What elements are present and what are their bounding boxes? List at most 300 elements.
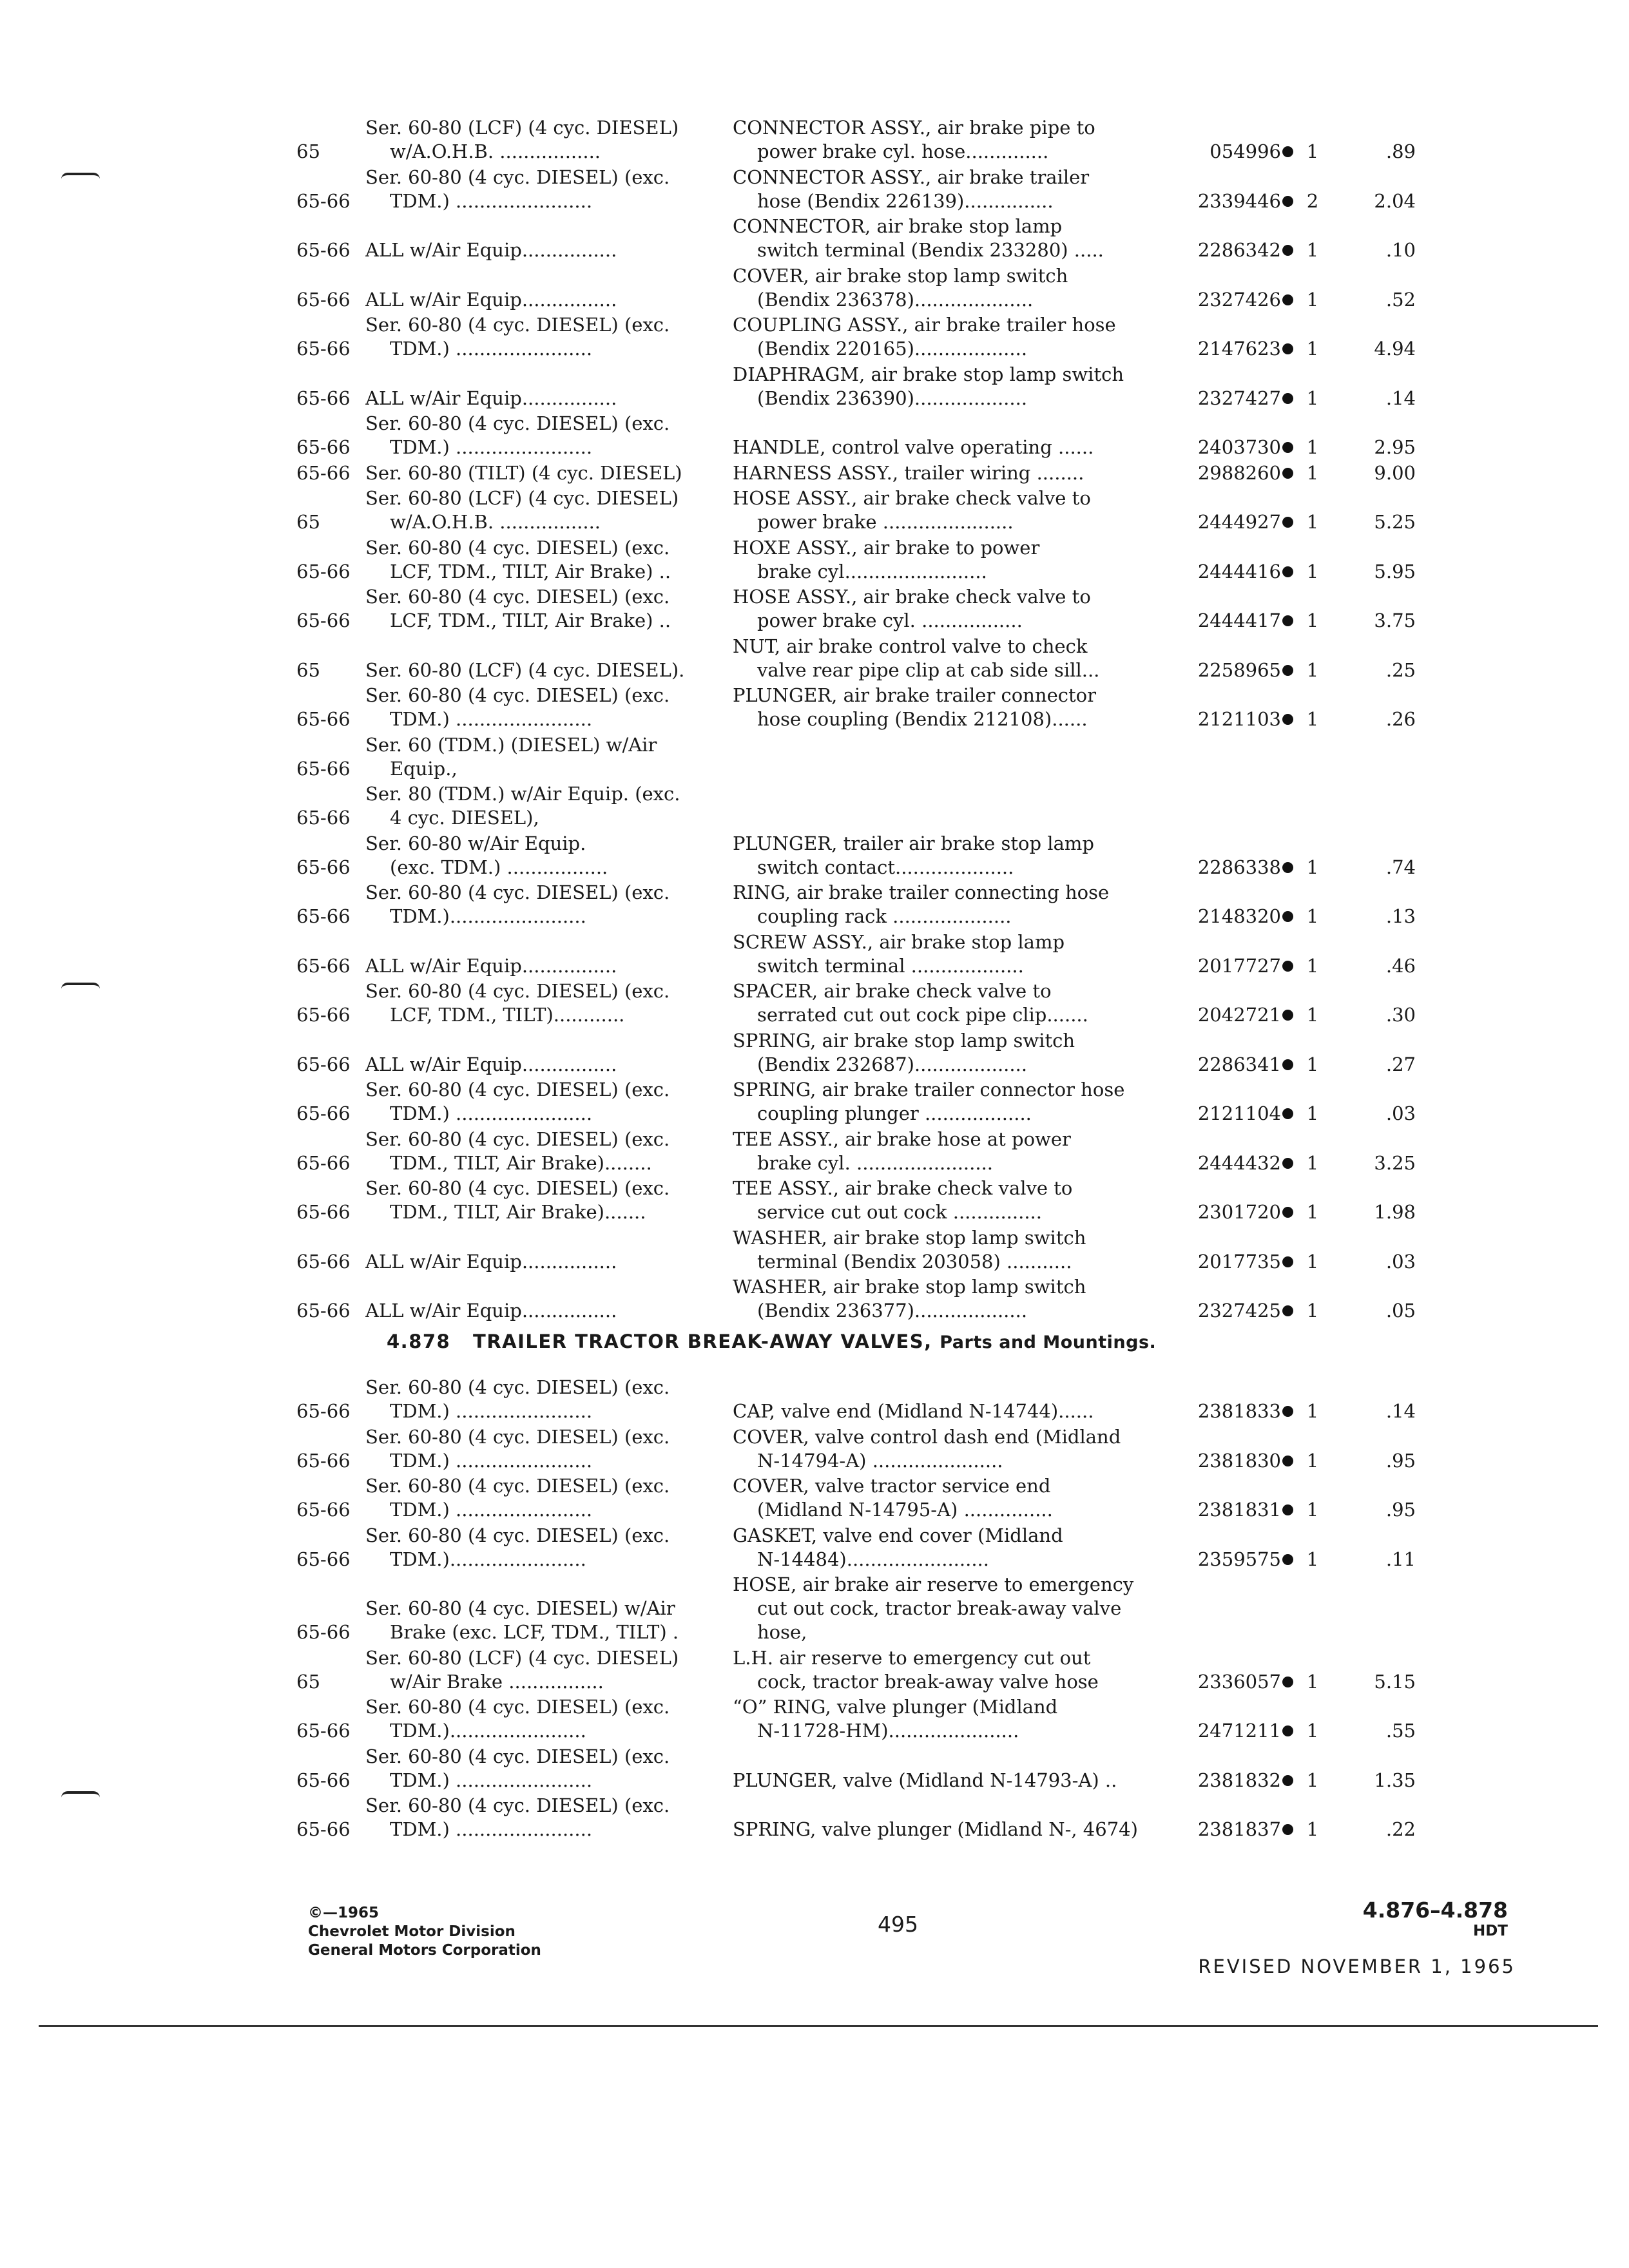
margin-mark	[61, 983, 100, 989]
model-line: LCF, TDM., TILT)............	[390, 1004, 625, 1026]
model-cell	[364, 1053, 726, 1077]
model-line: TDM.) .......................	[390, 1499, 593, 1521]
model-line: w/A.O.H.B. .................	[390, 511, 601, 533]
model-cell	[364, 832, 726, 879]
table-row	[296, 635, 1521, 682]
bullet-icon	[1282, 1305, 1293, 1316]
model-cell	[364, 313, 726, 361]
parts-table-top	[296, 116, 1521, 1323]
part-number: 2444416	[1197, 560, 1281, 582]
description-line: SPRING, air brake trailer connector hose	[733, 1079, 1125, 1100]
bullet-icon	[1282, 517, 1293, 528]
model-line: TDM.) .......................	[390, 708, 593, 730]
part-number: 2444927	[1197, 511, 1281, 533]
table-row	[296, 585, 1521, 633]
description-cell	[733, 1078, 1177, 1126]
description-line: brake cyl........................	[757, 560, 987, 582]
description-line: HOSE ASSY., air brake check valve to	[733, 586, 1091, 608]
year-cell: 65-66	[296, 1818, 351, 1840]
table-row	[296, 166, 1521, 213]
model-line: Equip.,	[390, 757, 458, 780]
description-line: CONNECTOR ASSY., air brake pipe to	[733, 117, 1095, 139]
year-cell: 65-66	[296, 1300, 351, 1321]
year-cell: 65-66	[296, 338, 351, 360]
description-cell	[733, 1646, 1177, 1694]
model-line: Ser. 60-80 (4 cyc. DIESEL) (exc.	[365, 314, 670, 336]
model-line: Ser. 60-80 (4 cyc. DIESEL) (exc.	[365, 1794, 670, 1816]
bullet-icon	[1282, 393, 1293, 404]
bullet-icon	[1282, 566, 1293, 577]
part-number: 2381837	[1197, 1818, 1281, 1840]
part-number: 2381832	[1197, 1769, 1281, 1791]
table-row	[296, 1425, 1521, 1473]
part-number: 2336057	[1197, 1670, 1281, 1693]
model-line: Ser. 60 (TDM.) (DIESEL) w/Air	[365, 733, 657, 756]
price-cell: .46	[1385, 954, 1416, 977]
description-line: “O” RING, valve plunger (Midland	[733, 1696, 1058, 1718]
table-row	[296, 1226, 1521, 1274]
model-line: ALL w/Air Equip................	[365, 1300, 617, 1321]
price-cell: 2.95	[1374, 436, 1416, 458]
bullet-icon	[1282, 1677, 1293, 1687]
quantity-cell: 1	[1306, 1201, 1319, 1223]
model-cell	[364, 486, 726, 534]
model-line: Ser. 60-80 (4 cyc. DIESEL) (exc.	[365, 586, 670, 608]
year-cell: 65-66	[296, 954, 351, 977]
division-line: Chevrolet Motor Division	[308, 1923, 516, 1940]
model-line: ALL w/Air Equip................	[365, 1250, 617, 1273]
model-line: w/Air Brake ................	[390, 1670, 604, 1693]
part-number-cell	[1177, 856, 1293, 879]
part-number: 2327427	[1197, 387, 1281, 409]
model-line: (exc. TDM.) .................	[390, 856, 608, 878]
part-number-cell	[1177, 1769, 1293, 1792]
bullet-icon	[1282, 468, 1293, 479]
year-cell: 65-66	[296, 1769, 351, 1791]
part-number: 2403730	[1197, 436, 1281, 458]
model-line: Ser. 60-80 (LCF) (4 cyc. DIESEL)	[365, 487, 679, 509]
table-row	[296, 313, 1521, 361]
description-line: power brake cyl. hose..............	[757, 140, 1049, 162]
year-cell: 65-66	[296, 1400, 351, 1422]
year-cell: 65	[296, 658, 320, 681]
year-cell: 65-66	[296, 757, 351, 780]
year-cell: 65-66	[296, 387, 351, 409]
bullet-icon	[1282, 714, 1293, 725]
table-row	[296, 1745, 1521, 1792]
bullet-icon	[1282, 961, 1293, 972]
part-number: 054996	[1210, 140, 1281, 162]
year-cell: 65	[296, 1670, 320, 1693]
year-cell: 65	[296, 511, 320, 533]
table-row	[296, 536, 1521, 584]
price-cell: .14	[1385, 387, 1416, 409]
section-range: 4.876–4.878	[1362, 1898, 1508, 1923]
model-line: w/A.O.H.B. .................	[390, 140, 601, 162]
parts-table-bottom	[296, 1376, 1521, 1841]
table-row	[296, 1573, 1521, 1644]
description-cell	[733, 1769, 1177, 1792]
description-line: HOSE ASSY., air brake check valve to	[733, 487, 1091, 509]
description-line: SPRING, air brake stop lamp switch	[733, 1029, 1075, 1052]
model-cell	[364, 412, 726, 459]
part-number-cell	[1177, 1151, 1293, 1175]
description-line: RING, air brake trailer connecting hose	[733, 881, 1110, 903]
part-number: 2148320	[1197, 905, 1281, 927]
description-cell	[733, 1573, 1177, 1644]
part-number: 2988260	[1197, 461, 1281, 484]
bullet-icon	[1282, 146, 1293, 157]
part-number: 2017727	[1197, 954, 1281, 977]
bullet-icon	[1282, 1059, 1293, 1070]
part-number-cell	[1177, 461, 1293, 485]
price-cell: .27	[1385, 1053, 1416, 1075]
price-cell: 4.94	[1374, 338, 1416, 360]
table-row	[296, 1128, 1521, 1175]
description-cell	[733, 832, 1177, 879]
bullet-icon	[1282, 911, 1293, 922]
model-cell	[364, 1299, 726, 1323]
description-cell	[733, 264, 1177, 312]
table-row	[296, 1275, 1521, 1323]
bullet-icon	[1282, 1010, 1293, 1021]
quantity-cell: 1	[1306, 905, 1319, 927]
quantity-cell: 1	[1306, 708, 1319, 730]
part-number-cell	[1177, 288, 1293, 312]
quantity-cell: 1	[1306, 511, 1319, 533]
description-line: brake cyl. .......................	[757, 1151, 994, 1174]
description-cell	[733, 1177, 1177, 1224]
description-line: coupling plunger ..................	[757, 1102, 1032, 1124]
year-cell: 65-66	[296, 1201, 351, 1223]
table-row	[296, 1524, 1521, 1571]
model-line: Ser. 60-80 (4 cyc. DIESEL) w/Air	[365, 1597, 675, 1619]
quantity-cell: 1	[1306, 1053, 1319, 1075]
quantity-cell: 1	[1306, 1151, 1319, 1174]
part-number: 2301720	[1197, 1201, 1281, 1223]
bullet-icon	[1282, 294, 1293, 305]
bullet-icon	[1282, 343, 1293, 354]
description-line: HANDLE, control valve operating ......	[733, 436, 1094, 458]
part-number-cell	[1177, 560, 1293, 584]
description-line: (Bendix 236390)...................	[757, 387, 1028, 409]
description-line: COVER, valve control dash end (Midland	[733, 1425, 1121, 1448]
part-number-cell	[1177, 1053, 1293, 1077]
model-cell	[364, 782, 726, 830]
part-number: 2359575	[1197, 1548, 1281, 1570]
part-number: 2381833	[1197, 1400, 1281, 1422]
section-title: TRAILER TRACTOR BREAK-AWAY VALVES,	[473, 1331, 932, 1352]
page-number: 495	[878, 1912, 918, 1937]
part-number-cell	[1177, 1399, 1293, 1423]
price-cell: 1.98	[1374, 1201, 1416, 1223]
table-row	[296, 1646, 1521, 1694]
description-cell	[733, 536, 1177, 584]
description-line: HOXE ASSY., air brake to power	[733, 536, 1040, 559]
model-cell	[364, 536, 726, 584]
model-cell	[364, 658, 726, 682]
quantity-cell: 1	[1306, 1548, 1319, 1570]
quantity-cell: 1	[1306, 140, 1319, 162]
margin-mark	[61, 173, 100, 179]
model-line: TDM.) .......................	[390, 338, 593, 360]
description-cell	[733, 363, 1177, 410]
model-line: TDM.) .......................	[390, 1102, 593, 1124]
description-line: switch contact....................	[757, 856, 1014, 878]
description-line: PLUNGER, valve (Midland N-14793-A) ..	[733, 1769, 1117, 1791]
description-cell	[733, 1695, 1177, 1743]
model-line: TDM.) .......................	[390, 1400, 593, 1422]
margin-mark	[61, 1791, 100, 1798]
description-line: TEE ASSY., air brake check valve to	[733, 1177, 1073, 1199]
price-cell: 2.04	[1374, 189, 1416, 212]
part-number-cell	[1177, 1250, 1293, 1274]
price-cell: 5.95	[1374, 560, 1416, 582]
model-line: 4 cyc. DIESEL),	[390, 807, 539, 829]
model-line: TDM.) .......................	[390, 436, 593, 458]
footer-section	[1363, 1898, 1508, 1939]
part-number: 2327426	[1197, 288, 1281, 311]
description-cell	[733, 1399, 1177, 1423]
part-number-cell	[1177, 1299, 1293, 1323]
bullet-icon	[1282, 1824, 1293, 1835]
price-cell: .05	[1385, 1300, 1416, 1321]
price-cell: .89	[1385, 140, 1416, 162]
model-line: TDM., TILT, Air Brake).......	[390, 1201, 646, 1223]
part-number: 2286341	[1197, 1053, 1281, 1075]
quantity-cell: 1	[1306, 1670, 1319, 1693]
year-cell: 65	[296, 140, 320, 162]
description-line: COVER, air brake stop lamp switch	[733, 264, 1068, 287]
table-row	[296, 116, 1521, 164]
description-line: WASHER, air brake stop lamp switch	[733, 1226, 1086, 1249]
quantity-cell: 1	[1306, 288, 1319, 311]
part-number-cell	[1177, 189, 1293, 213]
quantity-cell: 1	[1306, 1102, 1319, 1124]
price-cell: .55	[1385, 1720, 1416, 1742]
description-line: power brake ......................	[757, 511, 1014, 533]
year-cell: 65-66	[296, 436, 351, 458]
price-cell: 3.25	[1374, 1151, 1416, 1174]
quantity-cell: 1	[1306, 387, 1319, 409]
model-line: TDM.).......................	[390, 1720, 586, 1742]
model-cell	[364, 1177, 726, 1224]
description-line: cock, tractor break-away valve hose	[757, 1670, 1099, 1693]
quantity-cell: 1	[1306, 1400, 1319, 1422]
price-cell: .95	[1385, 1449, 1416, 1472]
part-number: 2258965	[1197, 658, 1281, 681]
description-line: valve rear pipe clip at cab side sill...	[757, 658, 1100, 681]
price-cell: .22	[1385, 1818, 1416, 1840]
year-cell: 65-66	[296, 288, 351, 311]
model-cell	[364, 238, 726, 262]
part-number-cell	[1177, 707, 1293, 731]
part-number: 2327425	[1197, 1300, 1281, 1321]
table-row	[296, 979, 1521, 1027]
year-cell: 65-66	[296, 1102, 351, 1124]
year-cell: 65-66	[296, 461, 351, 484]
part-number: 2471211	[1197, 1720, 1281, 1742]
part-number: 2121103	[1197, 708, 1281, 730]
description-line: N-14484)........................	[757, 1548, 989, 1570]
table-row	[296, 1078, 1521, 1126]
description-line: SPACER, air brake check valve to	[733, 980, 1052, 1002]
model-line: Ser. 60-80 (LCF) (4 cyc. DIESEL)	[365, 117, 679, 139]
price-cell: 1.35	[1374, 1769, 1416, 1791]
description-cell	[733, 1275, 1177, 1323]
price-cell: .52	[1385, 288, 1416, 311]
year-cell: 65-66	[296, 1621, 351, 1643]
bottom-rule	[39, 2025, 1598, 2027]
model-line: ALL w/Air Equip................	[365, 387, 617, 409]
quantity-cell: 1	[1306, 1449, 1319, 1472]
description-line: WASHER, air brake stop lamp switch	[733, 1276, 1086, 1298]
model-line: Ser. 60-80 (4 cyc. DIESEL) (exc.	[365, 1475, 670, 1497]
part-number-cell	[1177, 1102, 1293, 1126]
description-line: terminal (Bendix 203058) ...........	[757, 1250, 1072, 1273]
quantity-cell: 1	[1306, 1250, 1319, 1273]
model-line: Ser. 60-80 (4 cyc. DIESEL) (exc.	[365, 1079, 670, 1100]
model-line: Ser. 60-80 (4 cyc. DIESEL) (exc.	[365, 1524, 670, 1546]
description-cell	[733, 1818, 1177, 1841]
bullet-icon	[1282, 1158, 1293, 1169]
price-cell: .95	[1385, 1499, 1416, 1521]
table-row	[296, 1695, 1521, 1743]
description-line: HOSE, air brake air reserve to emergency	[733, 1573, 1134, 1595]
model-cell	[364, 979, 726, 1027]
year-cell: 65-66	[296, 1449, 351, 1472]
model-line: TDM., TILT, Air Brake)........	[390, 1151, 652, 1174]
year-cell: 65-66	[296, 856, 351, 878]
model-cell	[364, 166, 726, 213]
bullet-icon	[1282, 442, 1293, 453]
model-cell	[364, 387, 726, 410]
table-row	[296, 1794, 1521, 1841]
model-cell	[364, 1646, 726, 1694]
description-cell	[733, 635, 1177, 682]
part-number-cell	[1177, 1719, 1293, 1743]
table-row	[296, 1376, 1521, 1423]
part-number-cell	[1177, 1449, 1293, 1473]
table-row	[296, 215, 1521, 262]
bullet-icon	[1282, 245, 1293, 256]
model-cell	[364, 954, 726, 978]
quantity-cell: 1	[1306, 954, 1319, 977]
quantity-cell: 1	[1306, 1720, 1319, 1742]
description-cell	[733, 436, 1177, 459]
description-line: serrated cut out cock pipe clip.......	[757, 1004, 1088, 1026]
description-cell	[733, 1425, 1177, 1473]
model-line: Ser. 60-80 (4 cyc. DIESEL) (exc.	[365, 412, 670, 434]
price-cell: 3.75	[1374, 610, 1416, 631]
model-cell	[364, 288, 726, 312]
part-number: 2017735	[1197, 1250, 1281, 1273]
bullet-icon	[1282, 1207, 1293, 1218]
description-line: COUPLING ASSY., air brake trailer hose	[733, 314, 1116, 336]
model-line: ALL w/Air Equip................	[365, 239, 617, 261]
description-cell	[733, 684, 1177, 731]
price-cell: .74	[1385, 856, 1416, 878]
model-cell	[364, 116, 726, 164]
description-line: PLUNGER, trailer air brake stop lamp	[733, 832, 1094, 854]
quantity-cell: 1	[1306, 658, 1319, 681]
part-number-cell	[1177, 337, 1293, 361]
description-line: (Midland N-14795-A) ...............	[757, 1499, 1053, 1521]
part-number-cell	[1177, 1670, 1293, 1694]
quantity-cell: 1	[1306, 1818, 1319, 1840]
description-line: (Bendix 236378)....................	[757, 288, 1034, 311]
price-cell: .13	[1385, 905, 1416, 927]
description-cell	[733, 215, 1177, 262]
table-row	[296, 733, 1521, 781]
description-line: hose (Bendix 226139)...............	[757, 189, 1054, 212]
model-line: Ser. 60-80 (LCF) (4 cyc. DIESEL).	[365, 658, 685, 681]
part-number-cell	[1177, 609, 1293, 633]
description-line: HARNESS ASSY., trailer wiring ........	[733, 461, 1084, 484]
model-line: Brake (exc. LCF, TDM., TILT) .	[390, 1621, 679, 1643]
bullet-icon	[1282, 1406, 1293, 1417]
table-row	[296, 1029, 1521, 1077]
bullet-icon	[1282, 1775, 1293, 1786]
model-line: Ser. 60-80 (4 cyc. DIESEL) (exc.	[365, 166, 670, 188]
bullet-icon	[1282, 665, 1293, 676]
year-cell: 65-66	[296, 239, 351, 261]
description-line: CONNECTOR, air brake stop lamp	[733, 215, 1063, 237]
price-cell: .03	[1385, 1102, 1416, 1124]
model-cell	[364, 1250, 726, 1274]
part-number: 2121104	[1197, 1102, 1281, 1124]
part-number-cell	[1177, 436, 1293, 459]
part-number-cell	[1177, 1498, 1293, 1522]
price-cell: 5.25	[1374, 511, 1416, 533]
bullet-icon	[1282, 615, 1293, 626]
model-line: Ser. 60-80 (4 cyc. DIESEL) (exc.	[365, 881, 670, 903]
model-cell	[364, 1695, 726, 1743]
quantity-cell: 1	[1306, 560, 1319, 582]
model-cell	[364, 1425, 726, 1473]
description-cell	[733, 930, 1177, 978]
description-cell	[733, 1029, 1177, 1077]
description-cell	[733, 166, 1177, 213]
table-row	[296, 1474, 1521, 1522]
table-row	[296, 461, 1521, 485]
description-line: CONNECTOR ASSY., air brake trailer	[733, 166, 1090, 188]
description-line: PLUNGER, air brake trailer connector	[733, 684, 1096, 706]
table-row	[296, 1177, 1521, 1224]
part-number-cell	[1177, 1548, 1293, 1571]
year-cell: 65-66	[296, 1720, 351, 1742]
model-line: LCF, TDM., TILT, Air Brake) ..	[390, 560, 671, 582]
model-line: Ser. 60-80 (4 cyc. DIESEL) (exc.	[365, 1177, 670, 1199]
year-cell: 65-66	[296, 1250, 351, 1273]
model-line: Ser. 60-80 (LCF) (4 cyc. DIESEL)	[365, 1646, 679, 1669]
year-cell: 65-66	[296, 1053, 351, 1075]
model-line: Ser. 60-80 (4 cyc. DIESEL) (exc.	[365, 1745, 670, 1767]
model-line: ALL w/Air Equip................	[365, 1053, 617, 1075]
part-number-cell	[1177, 238, 1293, 262]
model-cell	[364, 461, 726, 485]
quantity-cell: 1	[1306, 1004, 1319, 1026]
model-line: TDM.) .......................	[390, 189, 593, 212]
model-line: Ser. 60-80 (4 cyc. DIESEL) (exc.	[365, 1128, 670, 1150]
quantity-cell: 2	[1306, 189, 1319, 212]
bullet-icon	[1282, 1108, 1293, 1119]
description-line: coupling rack ....................	[757, 905, 1012, 927]
model-line: ALL w/Air Equip................	[365, 954, 617, 977]
price-cell: .25	[1385, 658, 1416, 681]
quantity-cell: 1	[1306, 338, 1319, 360]
model-line: Ser. 60-80 (4 cyc. DIESEL) (exc.	[365, 1376, 670, 1398]
